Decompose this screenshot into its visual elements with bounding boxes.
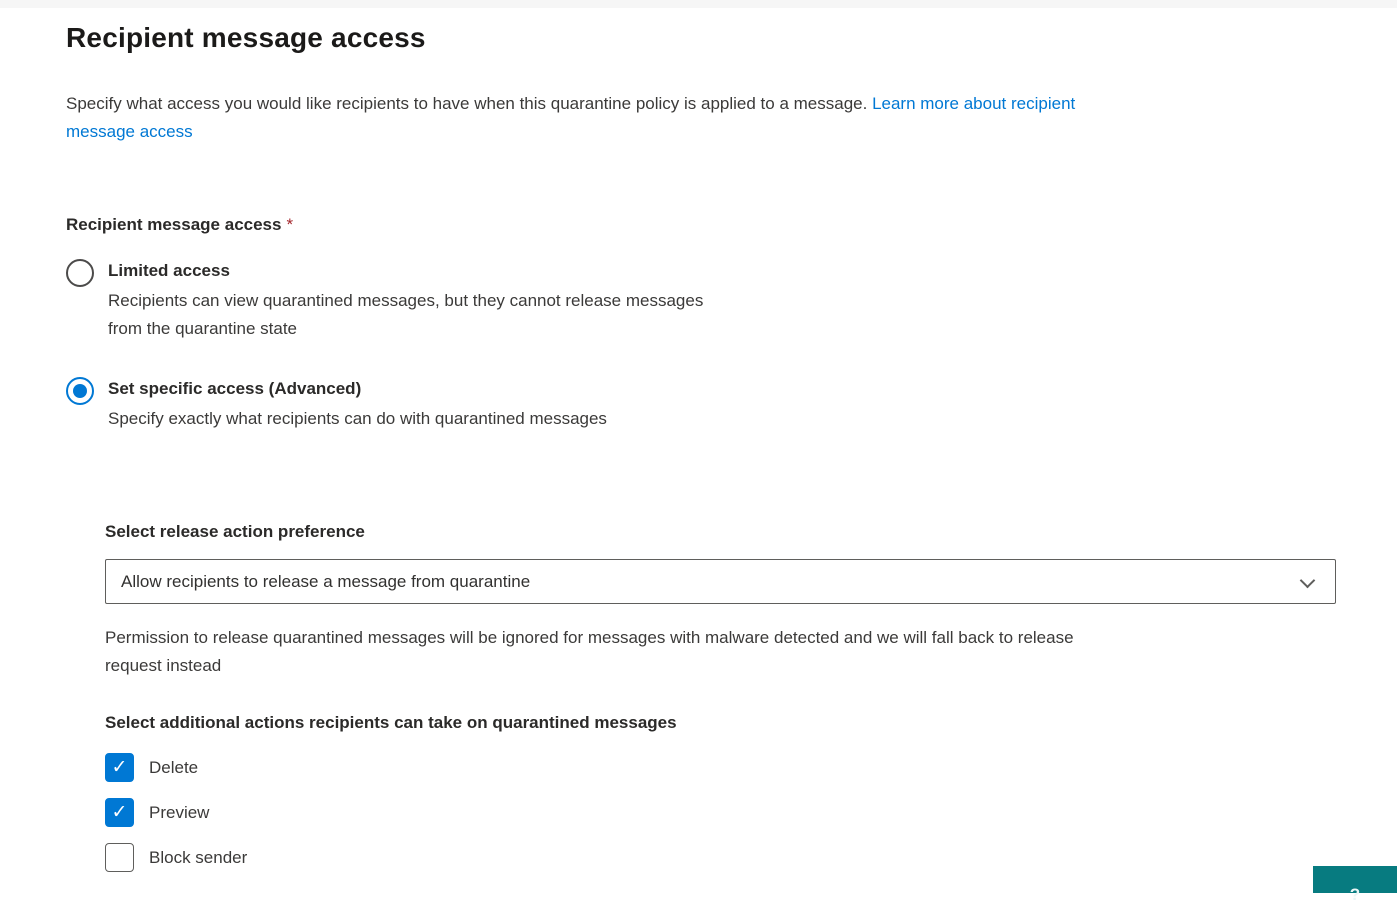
- page-description: [66, 90, 1346, 146]
- delete-checkbox[interactable]: [105, 753, 134, 782]
- preview-checkbox[interactable]: [105, 798, 134, 827]
- question-mark-icon: ?: [1349, 885, 1361, 904]
- page-description-text: Specify what access you would like recipients to have when this quarantine policy is applied to a message.: [66, 94, 873, 113]
- radio-description-line: Recipients can view quarantined messages, but they cannot release messages: [108, 291, 704, 310]
- checkbox-row-preview[interactable]: [105, 798, 1336, 827]
- additional-actions-label: Select additional actions recipients can take on quarantined messages: [105, 713, 677, 732]
- radio-description-set-specific-access: Specify exactly what recipients can do with quarantined messages: [108, 409, 607, 428]
- release-action-dropdown[interactable]: [105, 559, 1336, 604]
- block-sender-checkbox-label: Block sender: [149, 847, 248, 867]
- checkmark-icon: ✓: [111, 756, 128, 778]
- preview-checkbox-label: Preview: [149, 802, 210, 822]
- checkbox-row-block-sender[interactable]: [105, 843, 1336, 872]
- release-action-note-line: Permission to release quarantined messages will be ignored for messages with malware detected and we will fall back to release: [105, 628, 1074, 647]
- additional-actions-checkbox-list: [105, 753, 1336, 872]
- learn-more-link-line2[interactable]: message access: [66, 122, 193, 141]
- release-action-dropdown-value: Allow recipients to release a message from quarantine: [121, 571, 531, 591]
- chevron-down-icon: [1300, 573, 1316, 589]
- radio-option-set-specific-access[interactable]: [66, 376, 607, 433]
- radio-option-limited-access[interactable]: [66, 258, 703, 343]
- block-sender-checkbox[interactable]: [105, 843, 134, 872]
- radio-button-set-specific-access[interactable]: [66, 377, 94, 405]
- radio-description-limited-access: [108, 287, 703, 343]
- advanced-access-section: [105, 520, 1336, 888]
- release-action-note-line: request instead: [105, 656, 222, 675]
- top-strip: [0, 0, 1397, 8]
- required-asterisk: *: [286, 215, 294, 234]
- help-button[interactable]: [1313, 866, 1397, 904]
- radio-label-set-specific-access: Set specific access (Advanced): [108, 379, 362, 398]
- page-title: Recipient message access: [66, 22, 426, 53]
- recipient-access-group-label-text: Recipient message access: [66, 215, 282, 234]
- radio-description-line: from the quarantine state: [108, 319, 298, 338]
- radio-label-limited-access: Limited access: [108, 261, 230, 280]
- release-action-label: Select release action preference: [105, 522, 365, 541]
- learn-more-link-line1[interactable]: Learn more about recipient: [872, 94, 1076, 113]
- release-action-note: [105, 624, 1336, 680]
- delete-checkbox-label: Delete: [149, 757, 199, 777]
- radio-button-limited-access[interactable]: [66, 259, 94, 287]
- checkbox-row-delete[interactable]: [105, 753, 1336, 782]
- checkmark-icon: ✓: [111, 801, 128, 823]
- recipient-access-group-label: [66, 215, 293, 235]
